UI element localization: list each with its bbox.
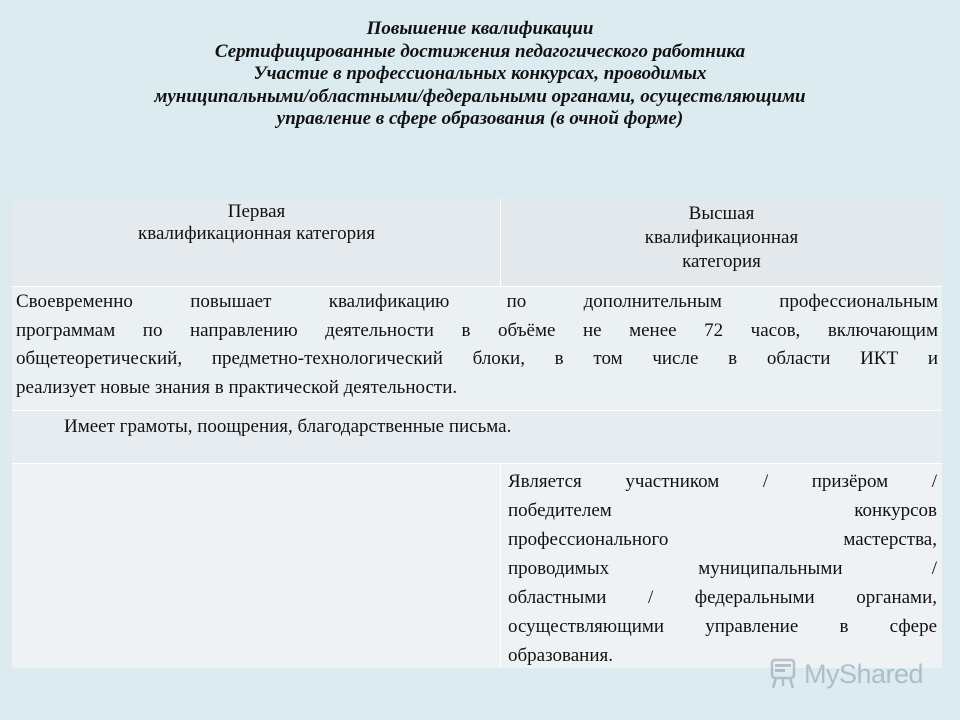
header-first-category (12, 199, 501, 286)
watermark-text: MyShared (804, 658, 924, 689)
row4-column-divider (500, 463, 501, 668)
presentation-board-icon (766, 658, 800, 690)
row2-line-1: Своевременно повышает квалификацию по дополнительным профессиональным (16, 291, 938, 312)
row2-line-3: общетеоретический, предметно-технологический блоки, в том числе в области ИКТ и (16, 348, 938, 369)
header-highest-line-2: квалификационная (644, 227, 799, 248)
row4-line-2: победителем конкурсов (508, 500, 937, 521)
row2-line-4: реализует новые знания в практической деятельности. (16, 376, 458, 398)
header-highest-line-3: категория (682, 251, 761, 272)
row4-line-4: проводимых муниципальными / (508, 558, 937, 579)
row-qualification-courses (12, 286, 942, 410)
header-first-line-1: Первая (227, 201, 286, 222)
row-divider-1 (12, 286, 942, 287)
header-column-divider (500, 199, 501, 286)
row4-line-3: профессионального мастерства, (508, 529, 937, 550)
row4-line-1: Является участником / призёром / (508, 471, 937, 492)
row-competition-participation (501, 463, 942, 668)
title-line-3: Участие в профессиональных конкурсах, проводимых (253, 63, 707, 84)
title-line-1: Повышение квалификации (366, 18, 594, 39)
header-highest-category (501, 199, 942, 286)
title-line-4: муниципальными/областными/федеральными органами, осуществляющими (154, 85, 806, 107)
row-divider-2 (12, 410, 942, 411)
row4-line-6: осуществляющими управление в сфере (508, 616, 937, 637)
qualification-table (12, 199, 942, 668)
row4-empty-cell (12, 463, 501, 668)
myshared-watermark (766, 656, 926, 692)
row-awards (12, 410, 942, 463)
header-first-line-2: квалификационная категория (138, 223, 375, 244)
header-highest-line-1: Высшая (688, 203, 755, 224)
title-line-5: управление в сфере образования (в очной форме) (276, 108, 684, 129)
row3-text: Имеет грамоты, поощрения, благодарственные письма. (64, 416, 512, 437)
row4-line-7: образования. (508, 645, 613, 666)
row4-line-5: областными / федеральными органами, (508, 587, 937, 608)
row2-line-2: программам по направлению деятельности в объёме не менее 72 часов, включающим (16, 319, 938, 341)
row-divider-3 (12, 463, 942, 464)
slide-title (20, 18, 940, 131)
title-line-2: Сертифицированные достижения педагогического работника (214, 40, 746, 62)
